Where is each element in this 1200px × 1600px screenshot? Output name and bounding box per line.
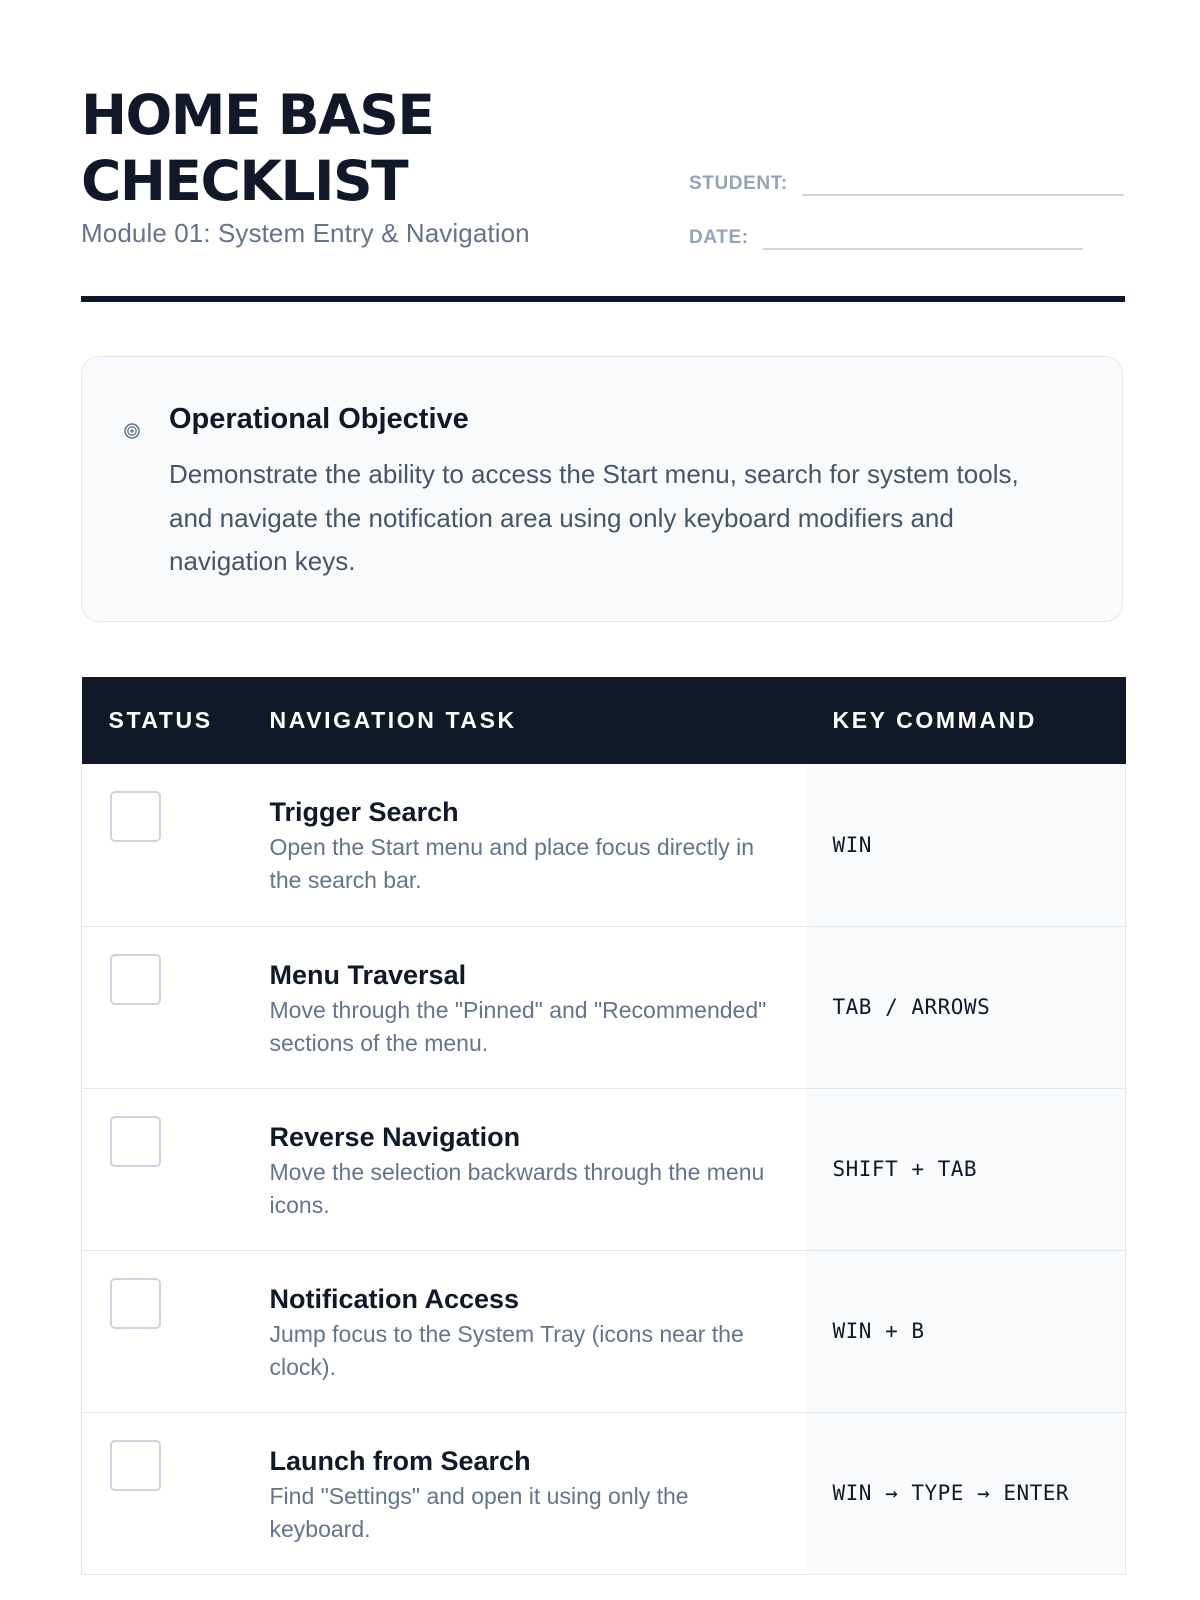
column-header-status: STATUS <box>82 677 270 764</box>
date-field <box>689 218 1083 250</box>
key-command: SHIFT + TAB <box>807 1088 1126 1250</box>
table-row <box>82 764 1126 926</box>
date-label: DATE: <box>689 227 749 248</box>
table-row <box>82 1250 1126 1412</box>
task-cell <box>270 1088 807 1250</box>
target-icon <box>124 423 140 439</box>
task-description: Open the Start menu and place focus directly in the search bar. <box>269 834 755 893</box>
task-checkbox[interactable] <box>110 1116 161 1167</box>
date-input-line[interactable] <box>763 218 1083 250</box>
task-description: Find "Settings" and open it using only the keyboard. <box>269 1482 689 1542</box>
student-input-line[interactable] <box>802 164 1124 196</box>
page-header <box>81 0 1125 305</box>
task-name: Launch from Search <box>269 1445 531 1476</box>
task-cell <box>270 1412 807 1574</box>
header-divider <box>81 296 1125 302</box>
status-cell <box>82 1412 270 1574</box>
status-cell <box>82 764 270 926</box>
table-row <box>82 1088 1126 1250</box>
task-cell <box>270 926 807 1088</box>
status-cell <box>82 1250 270 1412</box>
objective-text: Demonstrate the ability to access the Start menu, search for system tools, and navigate the notification area using only keyboard modifiers and navigation keys. <box>169 459 1019 576</box>
page-subtitle: Module 01: System Entry & Navigation <box>81 218 530 248</box>
table-header-row <box>82 677 1126 764</box>
task-name: Reverse Navigation <box>269 1121 521 1152</box>
objective-card <box>81 356 1123 622</box>
status-cell <box>82 1088 270 1250</box>
key-command: WIN → TYPE → ENTER <box>807 1412 1126 1574</box>
task-checkbox[interactable] <box>110 791 161 842</box>
key-command: TAB / ARROWS <box>807 926 1126 1088</box>
table-row <box>82 1412 1126 1574</box>
task-name: Trigger Search <box>269 797 459 827</box>
task-name: Menu Traversal <box>269 959 467 990</box>
column-header-key: KEY COMMAND <box>807 677 1126 764</box>
key-command: WIN <box>807 764 1126 926</box>
task-checkbox[interactable] <box>110 1278 161 1329</box>
task-checkbox[interactable] <box>110 954 161 1005</box>
key-command: WIN + B <box>807 1250 1126 1412</box>
task-name: Notification Access <box>269 1283 520 1314</box>
task-description: Jump focus to the System Tray (icons near the clock). <box>269 1320 744 1380</box>
task-cell <box>270 1250 807 1412</box>
task-table <box>81 677 1126 1575</box>
student-label: STUDENT: <box>689 173 788 194</box>
page-title: HOME BASE CHECKLIST <box>81 83 434 213</box>
task-description: Move through the "Pinned" and "Recommended" sections of the menu. <box>269 996 767 1056</box>
task-checkbox[interactable] <box>110 1440 161 1491</box>
status-cell <box>82 926 270 1088</box>
task-cell <box>270 764 807 926</box>
student-field <box>689 164 1124 196</box>
column-header-task: NAVIGATION TASK <box>270 677 807 764</box>
objective-title: Operational Objective <box>169 403 469 435</box>
table-row <box>82 926 1126 1088</box>
task-description: Move the selection backwards through the menu icons. <box>269 1158 765 1218</box>
checklist-page <box>81 0 1125 1542</box>
